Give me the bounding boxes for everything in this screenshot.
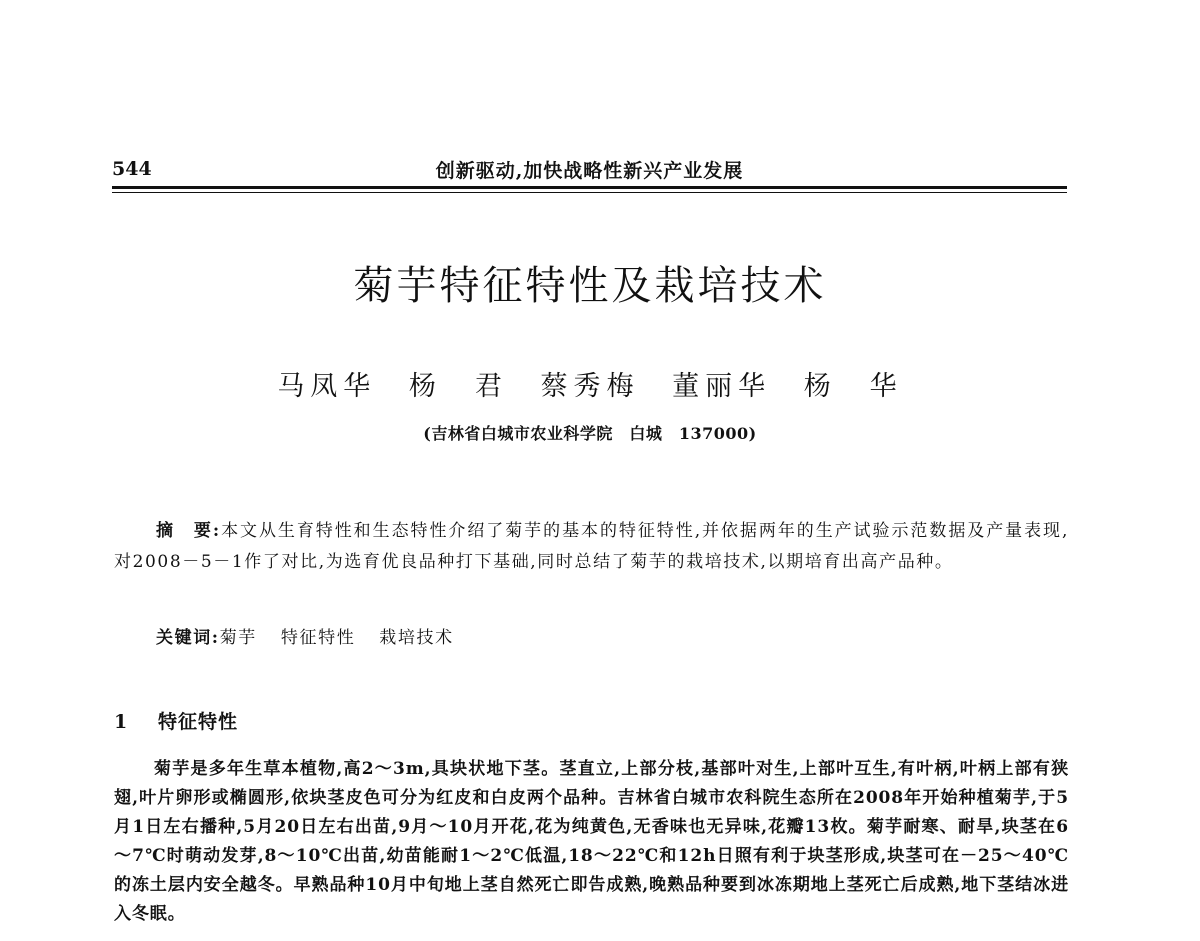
header-rule-thick [112, 186, 1067, 189]
article-title: 菊芋特征特性及栽培技术 [353, 263, 827, 309]
abstract-text: 本文从生育特性和生态特性介绍了菊芋的基本的特征特性,并依据两年的生产试验示范数据及产量表现,对2008－5－1作了对比,为选育优良品种打下基础,同时总结了菊芋的栽培技术,以期培育出高产品种。 [114, 521, 1069, 572]
keyword: 菊芋 [219, 628, 257, 648]
section-number: 1 [114, 711, 129, 733]
abstract [114, 516, 1069, 578]
author: 杨 君 [408, 371, 508, 402]
running-head [112, 150, 1067, 190]
section-title: 特征特性 [158, 711, 239, 733]
author: 蔡秀梅 [540, 371, 640, 402]
author-list [0, 364, 1180, 403]
body-paragraph: 菊芋是多年生草本植物,高2～3m,具块状地下茎。茎直立,上部分枝,基部叶对生,上部叶互生,有叶柄,叶柄上部有狭翅,叶片卵形或椭圆形,依块茎皮色可分为红皮和白皮两个品种。吉林省白城市农科院生态所在2008年开始种植菊芋,于5月1日左右播种,5月20日左右出苗,9月～10月开花,花为纯黄色,无香味也无异味,花瓣13枚。菊芋耐寒、耐旱,块茎在6～7℃时萌动发芽,8～10℃出苗,幼苗能耐1～2℃低温,18～22℃和12h日照有利于块茎形成,块茎可在－25～40℃的冻土层内安全越冬。早熟品种10月中旬地上茎自然死亡即告成熟,晚熟品种要到冰冻期地上茎死亡后成熟,地下茎结冰进入冬眠。 [114, 759, 1069, 924]
header-rule-thin [112, 192, 1067, 193]
affiliation: (吉林省白城市农业科学院 白城 137000) [423, 424, 757, 443]
journal-title: 创新驱动,加快战略性新兴产业发展 [435, 160, 744, 182]
author: 马凤华 [277, 371, 377, 402]
author: 杨 华 [803, 371, 903, 402]
section-heading [114, 707, 238, 734]
keyword: 栽培技术 [379, 628, 454, 648]
keywords-label: 关键词: [156, 628, 220, 648]
page-number: 544 [112, 158, 152, 180]
keywords [156, 624, 478, 652]
abstract-label: 摘 要: [156, 521, 221, 541]
author: 董丽华 [672, 371, 772, 402]
keyword: 特征特性 [280, 628, 356, 648]
